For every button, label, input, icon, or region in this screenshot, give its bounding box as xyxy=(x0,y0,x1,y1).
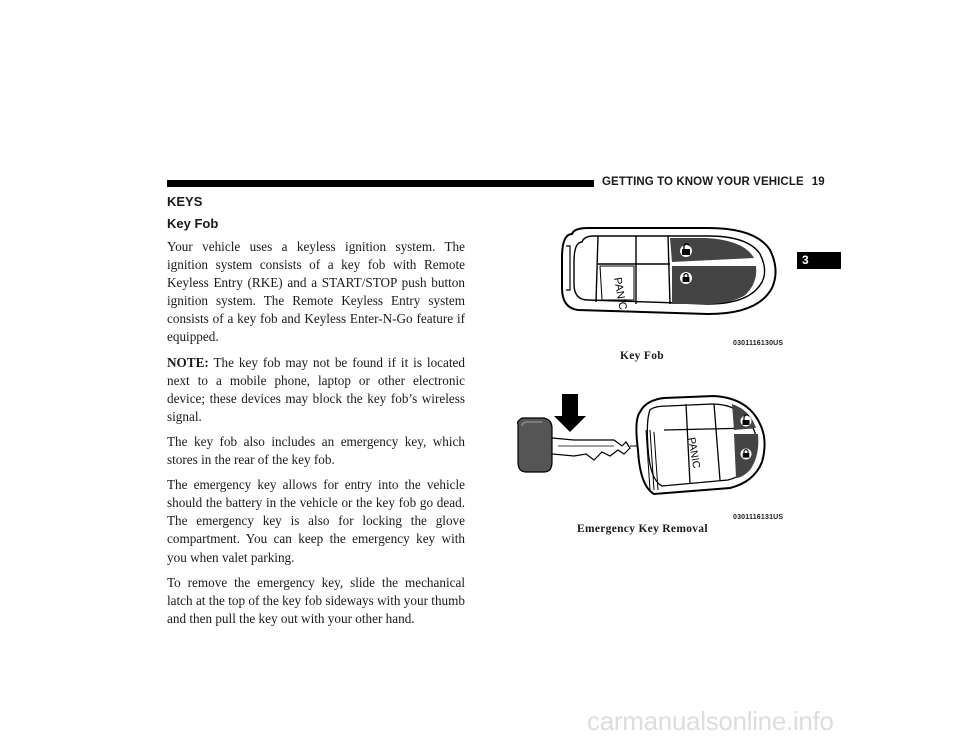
emergency-key-illustration xyxy=(514,390,774,512)
subsection-heading: Key Fob xyxy=(167,216,219,231)
figure-code: 0301116130US xyxy=(733,340,784,347)
chapter-tab: 3 xyxy=(797,252,841,269)
header-rule xyxy=(167,180,594,187)
key-fob-illustration xyxy=(558,218,788,326)
paragraph-intro: Your vehicle uses a keyless ignition system. The ignition system consists of a key fob with Remote Keyless Entry (RKE) and a START/STOP push button ignition system. The Remote Keyless Entry system consists of a key fob and Keyless Enter-N-Go feature if equipped. xyxy=(167,239,465,345)
panic-label: PANIC xyxy=(685,436,703,470)
paragraph-emergency-key: The key fob also includes an emergency key, which stores in the rear of the key fob. xyxy=(167,433,465,468)
figure-code: 0301116131US xyxy=(733,514,784,521)
lock-icon xyxy=(680,272,692,284)
figure-caption: Emergency Key Removal xyxy=(577,523,708,535)
paragraph-emergency-use: The emergency key allows for entry into the vehicle should the battery in the vehicle or the key fob go dead. The emergency key is also for locking the glove compartment. You can keep the emergency key with you when valet parking. xyxy=(167,477,465,565)
figure-caption: Key Fob xyxy=(620,350,664,362)
lock-icon xyxy=(741,449,752,460)
page-number: 19 xyxy=(811,176,825,188)
watermark: carmanualsonline.info xyxy=(587,706,834,736)
paragraph-removal: To remove the emergency key, slide the mechanical latch at the top of the key fob sideways with your thumb and then pull the key out with your other hand. xyxy=(167,574,465,626)
section-heading: KEYS xyxy=(167,194,203,209)
panic-label: PANIC xyxy=(611,276,629,311)
down-arrow-icon xyxy=(554,394,586,432)
running-header xyxy=(602,176,825,188)
note-text: The key fob may not be found if it is located next to a mobile phone, laptop or other electronic device; these devices may block the key fob’s wireless signal. xyxy=(167,354,465,424)
body-text xyxy=(167,238,465,635)
note-paragraph xyxy=(167,354,465,426)
note-label: NOTE: xyxy=(167,354,209,370)
section-title: GETTING TO KNOW YOUR VEHICLE xyxy=(602,176,804,188)
